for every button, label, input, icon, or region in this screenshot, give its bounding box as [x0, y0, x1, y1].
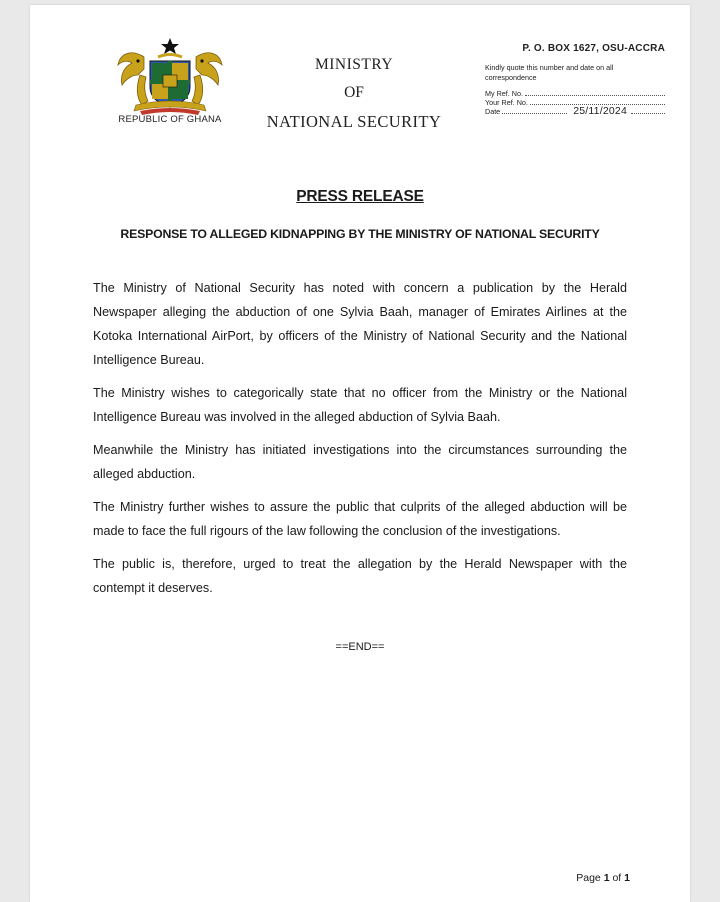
ministry-line-3: NATIONAL SECURITY — [266, 112, 442, 131]
dotted-line — [502, 112, 567, 114]
ministry-name — [244, 51, 464, 137]
dotted-line — [525, 94, 665, 96]
page-current: 1 — [603, 872, 610, 884]
page-total: 1 — [624, 872, 630, 884]
date-value: 25/11/2024 — [573, 105, 627, 117]
paragraph: The public is, therefore, urged to treat the allegation by the Herald Newspaper with the contempt it deserves. — [93, 557, 627, 595]
my-ref-label: My Ref. No. — [485, 89, 523, 98]
your-ref-label: Your Ref. No. — [485, 98, 528, 107]
reference-fields — [485, 89, 665, 116]
press-release-subtitle: RESPONSE TO ALLEGED KIDNAPPING BY THE MINISTRY OF NATIONAL SECURITY — [120, 227, 600, 241]
paragraph: The Ministry further wishes to assure the public that culprits of the alleged abduction will be made to face the full rigours of the law following the conclusion of the investigations. — [93, 500, 627, 538]
release-body — [93, 276, 627, 609]
po-box: P. O. BOX 1627, OSU-ACCRA — [522, 43, 665, 54]
date-row — [485, 107, 665, 116]
dotted-line — [631, 112, 665, 114]
paragraph: Meanwhile the Ministry has initiated investigations into the circumstances surrounding the alleged abduction. — [93, 443, 627, 481]
document-page — [30, 5, 690, 902]
page-number — [570, 872, 630, 884]
paragraph: The Ministry wishes to categorically state that no officer from the Ministry or the National Intelligence Bureau was involved in the alleged abduction of Sylvia Baah. — [93, 386, 627, 424]
address-block — [485, 43, 665, 116]
republic-label: REPUBLIC OF GHANA — [118, 114, 222, 125]
ministry-line-1: MINISTRY — [314, 56, 394, 73]
press-release-title: PRESS RELEASE — [296, 188, 424, 205]
ghana-coat-of-arms-icon — [114, 35, 226, 119]
end-marker: ==END== — [335, 641, 385, 653]
page-of: of — [612, 872, 622, 884]
quote-note: Kindly quote this number and date on all correspondence — [485, 63, 614, 82]
my-ref-row — [485, 89, 665, 98]
date-label: Date — [485, 107, 501, 116]
page-label: Page — [576, 872, 601, 884]
ministry-line-2: OF — [344, 84, 364, 101]
paragraph: The Ministry of National Security has noted with concern a publication by the Herald Newspaper alleging the abduction of one Sylvia Baah, manager of Emirates Airlines at the Kotoka International AirPort, by officers of the Ministry of National Security and the National Intelligence Bureau. — [93, 281, 627, 367]
